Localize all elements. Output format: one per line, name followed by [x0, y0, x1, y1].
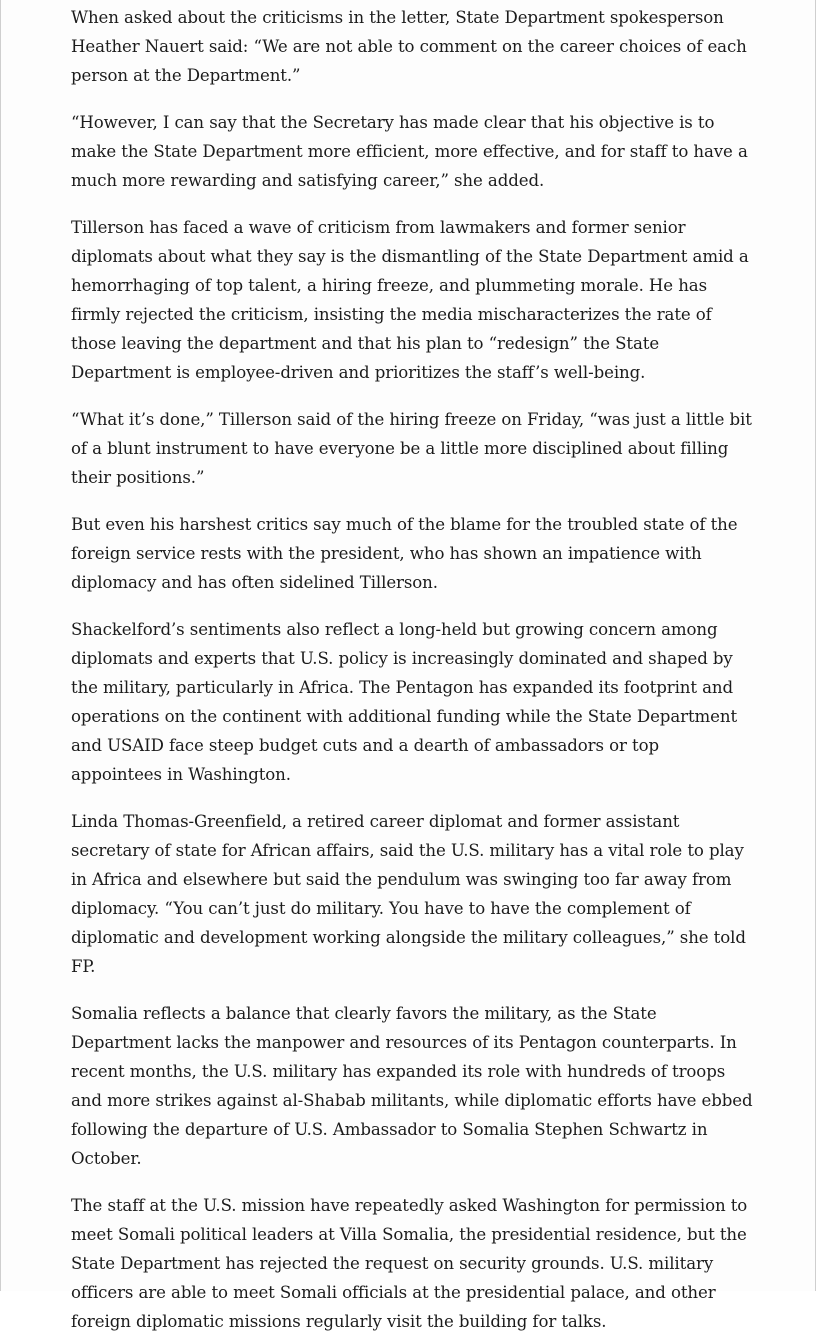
- article-paragraph: “What it’s done,” Tillerson said of the hiring freeze on Friday, “was just a little bit of a blunt instrument to have everyone be a little more disciplined about filling their positions.”: [71, 410, 752, 487]
- article-paragraph: “However, I can say that the Secretary has made clear that his objective is to make the State Department more efficient, more effective, and for staff to have a much more rewarding and satisfying career,” she added.: [71, 113, 748, 190]
- article-body: [1, 0, 815, 1331]
- article-paragraph: The staff at the U.S. mission have repeatedly asked Washington for permission to meet Somali political leaders at Villa Somalia, the presidential residence, but the State Department has rejected the request on security grounds. U.S. military officers are able to meet Somali officials at the presidential palace, and other foreign diplomatic missions regularly visit the building for talks.: [71, 1196, 748, 1331]
- article-paragraph: When asked about the criticisms in the letter, State Department spokesperson Heather Nauert said: “We are not able to comment on the career choices of each person at the Department.”: [71, 8, 747, 85]
- article-paragraph: Tillerson has faced a wave of criticism from lawmakers and former senior diplomats about what they say is the dismantling of the State Department amid a hemorrhaging of top talent, a hiring freeze, and plummeting morale. He has firmly rejected the criticism, insisting the media mischaracterizes the rate of those leaving the department and that his plan to “redesign” the State Department is employee-driven and prioritizes the staff’s well-being.: [71, 218, 749, 382]
- article-paragraph: Somalia reflects a balance that clearly favors the military, as the State Department lacks the manpower and resources of its Pentagon counterparts. In recent months, the U.S. military has expanded its role with hundreds of troops and more strikes against al-Shabab militants, while diplomatic efforts have ebbed following the departure of U.S. Ambassador to Somalia Stephen Schwartz in October.: [71, 1004, 753, 1168]
- article-paragraph: But even his harshest critics say much of the blame for the troubled state of the foreign service rests with the president, who has shown an impatience with diplomacy and has often sidelined Tillerson.: [71, 515, 738, 592]
- article-paragraph: Linda Thomas-Greenfield, a retired career diplomat and former assistant secretary of state for African affairs, said the U.S. military has a vital role to play in Africa and elsewhere but said the pendulum was swinging too far away from diplomacy. “You can’t just do military. You have to have the complement of diplomatic and development working alongside the military colleagues,” she told FP.: [71, 812, 746, 976]
- article-paragraph: Shackelford’s sentiments also reflect a long-held but growing concern among diplomats and experts that U.S. policy is increasingly dominated and shaped by the military, particularly in Africa. The Pentagon has expanded its footprint and operations on the continent with additional funding while the State Department and USAID face steep budget cuts and a dearth of ambassadors or top appointees in Washington.: [71, 620, 738, 784]
